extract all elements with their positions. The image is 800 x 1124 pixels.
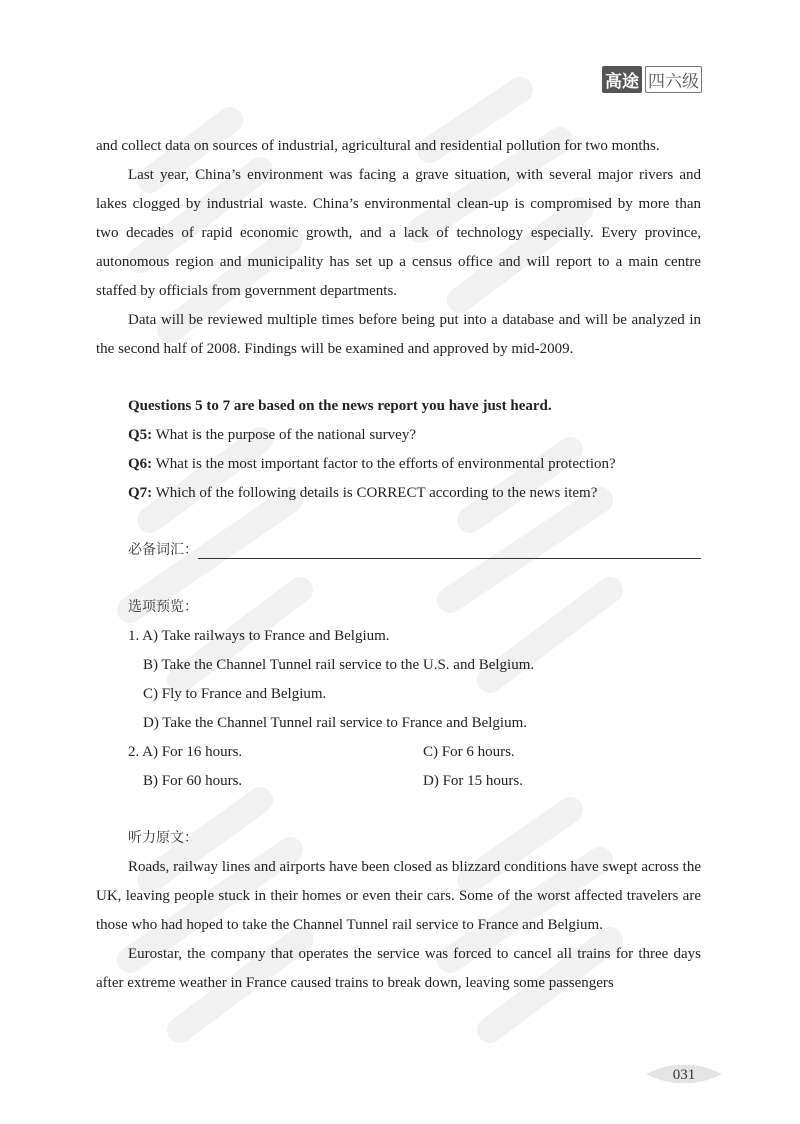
option-2c: C) For 6 hours.	[423, 744, 515, 760]
brand-logo-part1: 高途	[602, 66, 642, 93]
option-1c: C) Fly to France and Belgium.	[143, 686, 327, 702]
question-number: Q6:	[128, 456, 153, 472]
brand-logo-part2: 四六级	[645, 66, 702, 93]
vocabulary-blank-line	[198, 538, 701, 559]
option-1a: 1. A) Take railways to France and Belgium.	[128, 628, 390, 644]
option-1b: B) Take the Channel Tunnel rail service to the U.S. and Belgium.	[143, 657, 535, 673]
page-number: 031	[672, 1067, 696, 1083]
question-text: Which of the following details is CORRECT according to the news item?	[152, 485, 598, 501]
question-text: What is the purpose of the national survey?	[152, 427, 416, 443]
option-2d: D) For 15 hours.	[423, 773, 523, 789]
question-q7	[96, 479, 701, 508]
option-2a: 2. A) For 16 hours.	[128, 744, 243, 760]
transcript-paragraph: Roads, railway lines and airports have been closed as blizzard conditions have swept across the UK, leaving people stuck in their homes or even their cars. Some of the worst affected travelers are those who had hoped to take the Channel Tunnel rail service to France and Belgium.	[96, 859, 701, 933]
options-2-row1	[96, 738, 701, 767]
brand-logo	[602, 66, 702, 93]
page-number-badge	[646, 1062, 722, 1086]
paragraph: Last year, China’s environment was facing a grave situation, with several major rivers and lakes clogged by industrial waste. China’s environmental clean-up is compromised by more than two decades of rapid economic growth, and a lack of technology especially. Every province, autonomous region and municipality has set up a census office and will report to a main centre staffed by officials from government departments.	[96, 167, 701, 299]
vocabulary-label: 必备词汇：	[128, 542, 198, 558]
option-1d: D) Take the Channel Tunnel rail service to France and Belgium.	[143, 715, 528, 731]
options-2-row2	[96, 767, 701, 796]
question-q6	[96, 450, 701, 479]
paragraph-continued: and collect data on sources of industrial, agricultural and residential pollution for two months.	[96, 138, 660, 154]
question-text: What is the most important factor to the efforts of environmental protection?	[152, 456, 616, 472]
options-preview-label: 选项预览：	[128, 599, 198, 615]
question-number: Q5:	[128, 427, 153, 443]
page-content	[96, 132, 701, 998]
questions-heading: Questions 5 to 7 are based on the news report you have just heard.	[128, 398, 552, 414]
transcript-paragraph: Eurostar, the company that operates the service was forced to cancel all trains for three days after extreme weather in France caused trains to break down, leaving some passengers	[96, 946, 701, 991]
transcript-label: 听力原文：	[128, 830, 198, 846]
paragraph: Data will be reviewed multiple times before being put into a database and will be analyzed in the second half of 2008. Findings will be examined and approved by mid-2009.	[96, 312, 701, 357]
question-number: Q7:	[128, 485, 153, 501]
vocabulary-field	[96, 536, 701, 565]
question-q5	[96, 421, 701, 450]
option-2b: B) For 60 hours.	[143, 773, 243, 789]
